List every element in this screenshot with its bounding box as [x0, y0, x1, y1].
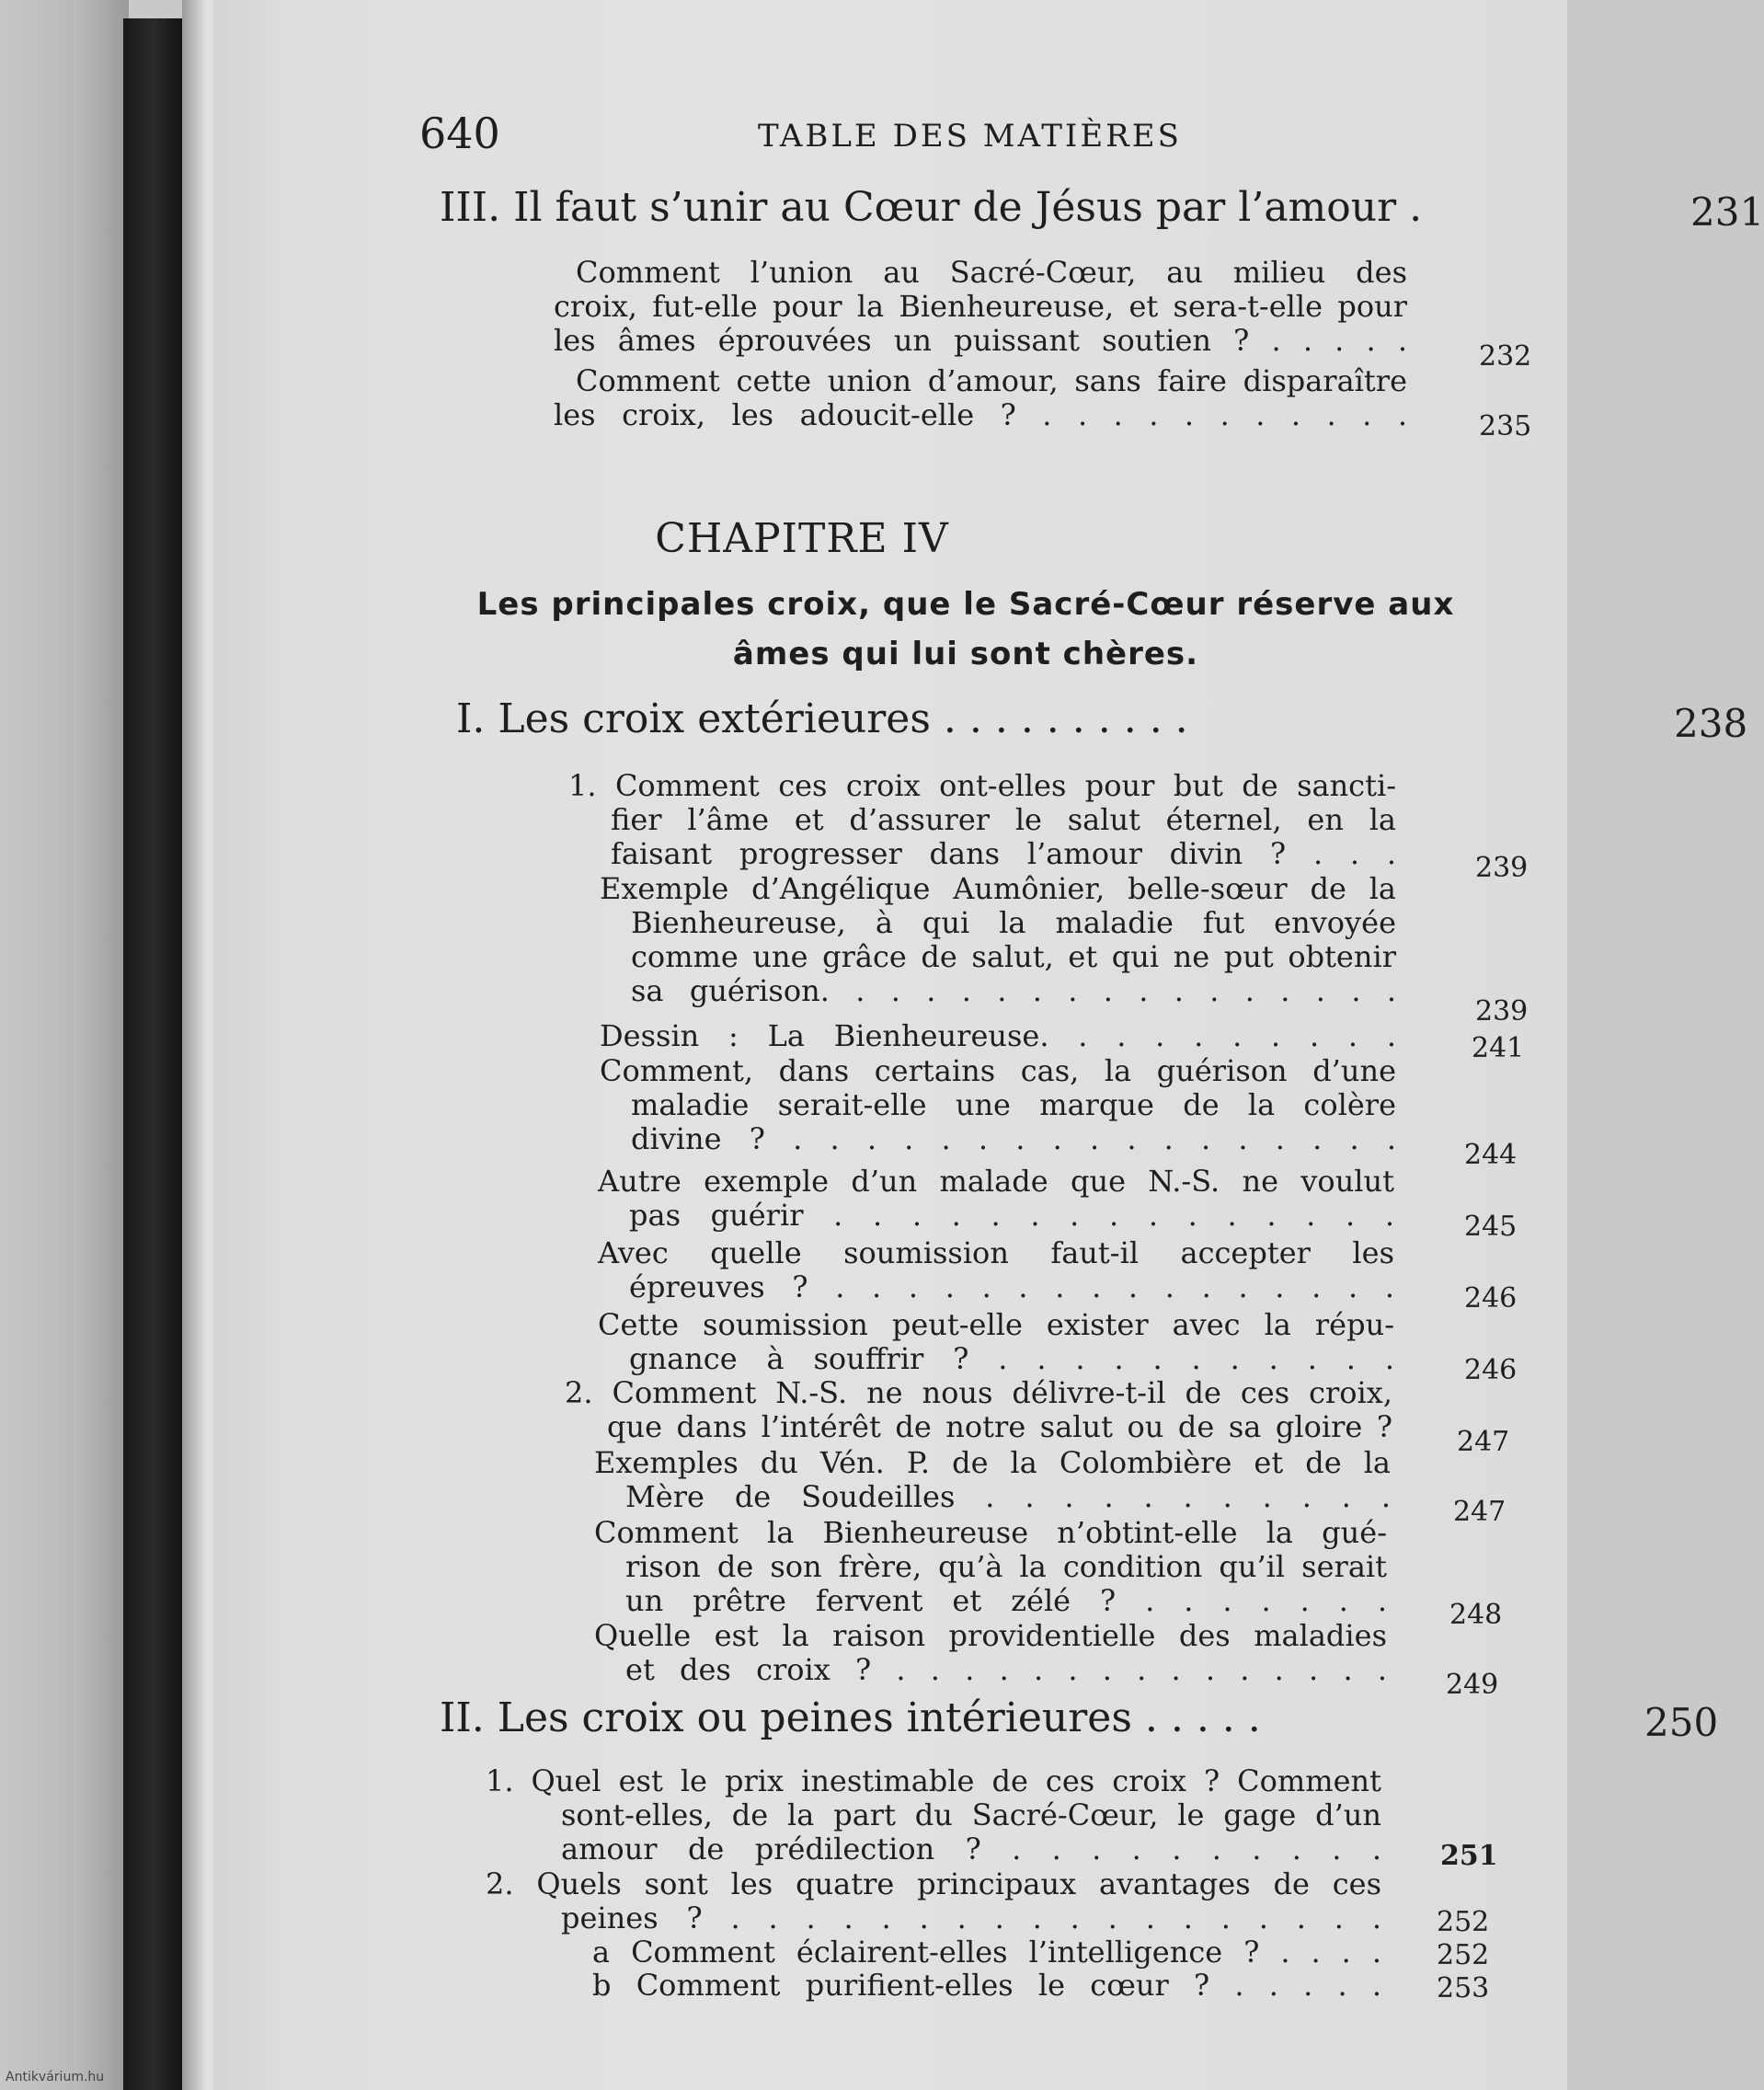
entry-line: et des croix ? . . . . . . . . . . . . . . .	[625, 1652, 1387, 1687]
page-number: 640	[419, 109, 500, 158]
entry-page: 232	[1479, 340, 1532, 373]
entry-line: croix, fut-elle pour la Bienheureuse, et sera-t-elle pour	[554, 289, 1407, 324]
section-i-page: 238	[1674, 701, 1748, 746]
toc-entry	[486, 1867, 1381, 1935]
entry-page: 252	[1437, 1906, 1490, 1938]
entry-line: Comment cette union d’amour, sans faire disparaître	[576, 363, 1407, 398]
toc-entry	[554, 364, 1407, 432]
entry-line: comme une grâce de salut, et qui ne put obtenir	[631, 939, 1396, 974]
entry-line: Comment la Bienheureuse n’obtint-elle la gué-	[594, 1515, 1387, 1550]
toc-entry	[594, 1619, 1387, 1687]
entry-line: pas guérir . . . . . . . . . . . . . . .	[629, 1198, 1394, 1233]
entry-line: maladie serait-elle une marque de la colère	[631, 1087, 1396, 1122]
entry-line: que dans l’intérêt de notre salut ou de sa gloire ?	[607, 1409, 1392, 1444]
chapter-subtitle-line: âmes qui lui sont chères.	[732, 636, 1199, 672]
section-ii-heading	[440, 1694, 1719, 1745]
entry-line: gnance à souffrir ? . . . . . . . . . . .	[629, 1341, 1394, 1376]
entry-line: sa guérison. . . . . . . . . . . . . . . . .	[631, 973, 1396, 1008]
entry-line: amour de prédilection ? . . . . . . . . . .	[561, 1832, 1381, 1866]
section-iii-heading	[440, 184, 1764, 235]
entry-page: 253	[1437, 1972, 1490, 2004]
entry-line: faisant progresser dans l’amour divin ? . . .	[611, 836, 1396, 871]
entry-line: fier l’âme et d’assurer le salut éternel, en la	[611, 802, 1396, 837]
chapter-subtitle	[441, 580, 1490, 679]
toc-entry	[600, 872, 1396, 1008]
toc-entry	[600, 1019, 1396, 1053]
entry-line: épreuves ? . . . . . . . . . . . . . . . .	[629, 1269, 1394, 1304]
section-i-heading	[456, 695, 1748, 746]
running-title: TABLE DES MATIÈRES	[758, 118, 1182, 155]
entry-line: divine ? . . . . . . . . . . . . . . . . .	[631, 1121, 1396, 1156]
toc-entry	[568, 769, 1396, 871]
toc-entry	[594, 1446, 1391, 1514]
entry-line: Dessin : La Bienheureuse. . . . . . . . . .	[600, 1018, 1396, 1053]
toc-entry	[565, 1376, 1392, 1444]
entry-line: a Comment éclairent-elles l’intelligence ? . . . .	[592, 1935, 1381, 1969]
entry-line: Exemple d’Angélique Aumônier, belle-sœur de la	[600, 871, 1396, 906]
chapter-subtitle-line: Les principales croix, que le Sacré-Cœur réserve aux	[476, 586, 1455, 623]
book-spine	[123, 18, 184, 2090]
entry-line: Comment l’union au Sacré-Cœur, au milieu des	[576, 255, 1407, 290]
entry-line: 1. Quel est le prix inestimable de ces croix ? Comment	[486, 1763, 1381, 1798]
entry-line: rison de son frère, qu’à la condition qu’il serait	[625, 1549, 1387, 1584]
toc-entry	[598, 1308, 1394, 1376]
entry-page: 246	[1464, 1354, 1518, 1386]
watermark: Antikvárium.hu	[6, 2070, 105, 2084]
entry-line: Mère de Soudeilles . . . . . . . . . . .	[625, 1479, 1391, 1514]
entry-line: 2. Comment N.-S. ne nous délivre-t-il de ces croix,	[565, 1375, 1392, 1410]
section-iii-page: 231	[1690, 189, 1764, 235]
section-iii-title: III. Il faut s’unir au Cœur de Jésus par l’amour .	[440, 184, 1423, 231]
toc-entry	[554, 256, 1407, 358]
entry-page: 252	[1437, 1939, 1490, 1971]
section-ii-title: II. Les croix ou peines intérieures . . . . .	[440, 1694, 1261, 1741]
toc-entry	[592, 1969, 1381, 2003]
entry-page: 239	[1475, 852, 1529, 884]
entry-page: 239	[1475, 995, 1529, 1028]
entry-line: peines ? . . . . . . . . . . . . . . . . . .	[561, 1901, 1381, 1935]
entry-line: un prêtre fervent et zélé ? . . . . . . .	[625, 1583, 1387, 1618]
toc-entry	[600, 1054, 1396, 1156]
entry-page: 241	[1472, 1032, 1525, 1064]
entry-line: 2. Quels sont les quatre principaux avantages de ces	[486, 1866, 1381, 1901]
entry-page: 249	[1446, 1669, 1499, 1701]
entry-page: 244	[1464, 1139, 1518, 1171]
entry-line: Bienheureuse, à qui la maladie fut envoyée	[631, 905, 1396, 940]
entry-line: sont-elles, de la part du Sacré-Cœur, le gage d’un	[561, 1797, 1381, 1832]
entry-page: 247	[1457, 1426, 1510, 1458]
entry-page: 246	[1464, 1282, 1518, 1315]
entry-line: b Comment purifient-elles le cœur ? . . . . .	[592, 1968, 1381, 2003]
entry-page: 245	[1464, 1211, 1518, 1243]
entry-page: 251	[1440, 1840, 1498, 1872]
entry-line: les croix, les adoucit-elle ? . . . . . . . . . . .	[554, 397, 1407, 432]
toc-entry	[598, 1236, 1394, 1304]
entry-line: Autre exemple d’un malade que N.-S. ne voulut	[598, 1164, 1394, 1199]
entry-page: 247	[1453, 1496, 1506, 1528]
section-ii-page: 250	[1644, 1700, 1719, 1745]
entry-line: Exemples du Vén. P. de la Colombière et de la	[594, 1445, 1391, 1480]
chapter-heading: CHAPITRE IV	[655, 515, 949, 562]
entry-line: les âmes éprouvées un puissant soutien ? . . . . .	[554, 323, 1407, 358]
section-i-title: I. Les croix extérieures . . . . . . . . . .	[456, 695, 1188, 742]
entry-line: 1. Comment ces croix ont-elles pour but de sancti-	[568, 768, 1396, 803]
entry-page: 235	[1479, 410, 1532, 442]
entry-line: Avec quelle soumission faut-il accepter les	[598, 1235, 1394, 1270]
entry-page: 248	[1449, 1599, 1503, 1631]
entry-line: Comment, dans certains cas, la guérison d’une	[600, 1053, 1396, 1088]
book-page	[213, 0, 1764, 2090]
toc-entry	[594, 1516, 1387, 1618]
background-left	[0, 0, 129, 2090]
entry-line: Cette soumission peut-elle exister avec la répu-	[598, 1307, 1394, 1342]
toc-entry	[592, 1935, 1381, 1969]
toc-entry	[486, 1764, 1381, 1866]
toc-entry	[598, 1165, 1394, 1233]
entry-line: Quelle est la raison providentielle des maladies	[594, 1618, 1387, 1653]
